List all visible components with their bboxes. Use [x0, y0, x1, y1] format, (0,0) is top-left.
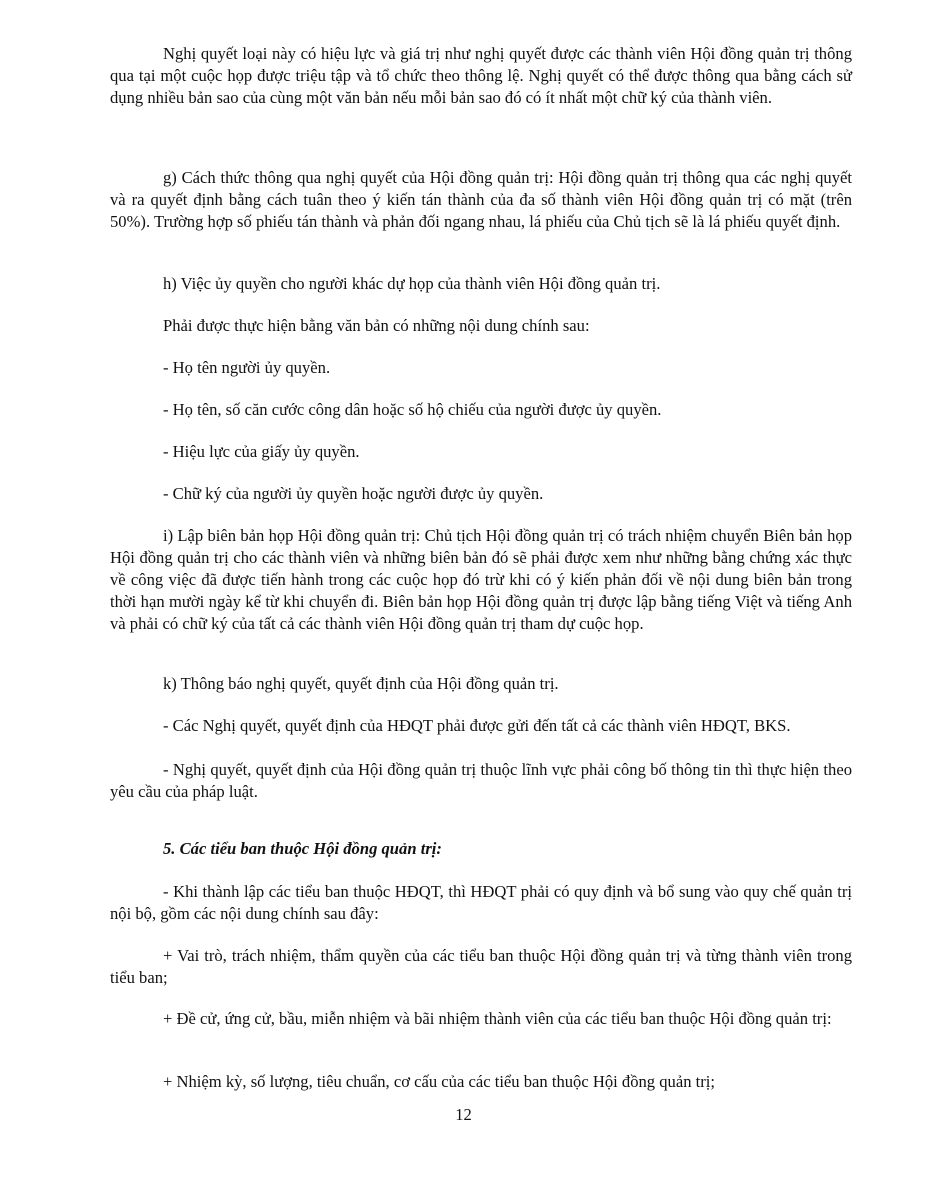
paragraph-h-proxy: h) Việc ủy quyền cho người khác dự họp của thành viên Hội đồng quản trị. [163, 274, 661, 293]
list-item-roles-responsibilities: + Vai trò, trách nhiệm, thẩm quyền của các tiểu ban thuộc Hội đồng quản trị và từng thành viên trong tiểu ban; [110, 946, 852, 987]
list-item-proxy-holder-id: - Họ tên, số căn cước công dân hoặc số hộ chiếu của người được ủy quyền. [163, 400, 662, 419]
list-item-resolutions-sent: - Các Nghị quyết, quyết định của HĐQT phải được gửi đến tất cả các thành viên HĐQT, BKS. [163, 716, 791, 735]
list-item-nomination-election: + Đề cử, ứng cử, bầu, miễn nhiệm và bãi nhiệm thành viên của các tiểu ban thuộc Hội đồng quản trị: [163, 1009, 832, 1028]
paragraph-resolution-validity: Nghị quyết loại này có hiệu lực và giá trị như nghị quyết được các thành viên Hội đồng quản trị thông qua tại một cuộc họp được triệu tập và tổ chức theo thông lệ. Nghị quyết có thể được thông qua bằng cách sử dụng nhiều bản sao của cùng một văn bản nếu mỗi bản sao đó có ít nhất một chữ ký của thành viên. [110, 44, 852, 107]
section-heading-subcommittees: 5. Các tiểu ban thuộc Hội đồng quản trị: [163, 839, 442, 858]
list-item-proxy-signature: - Chữ ký của người ủy quyền hoặc người được ủy quyền. [163, 484, 544, 503]
list-item-proxy-grantor-name: - Họ tên người ủy quyền. [163, 358, 331, 377]
paragraph-k-notification: k) Thông báo nghị quyết, quyết định của Hội đồng quản trị. [163, 674, 559, 693]
list-item-term-structure: + Nhiệm kỳ, số lượng, tiêu chuẩn, cơ cấu của các tiểu ban thuộc Hội đồng quản trị; [163, 1072, 716, 1091]
list-item-disclosure: - Nghị quyết, quyết định của Hội đồng quản trị thuộc lĩnh vực phải công bố thông tin thì thực hiện theo yêu cầu của pháp luật. [110, 760, 852, 801]
paragraph-proxy-content-intro: Phải được thực hiện bằng văn bản có những nội dung chính sau: [163, 316, 590, 335]
page-number: 12 [455, 1105, 472, 1124]
paragraph-i-minutes: i) Lập biên bản họp Hội đồng quản trị: Chủ tịch Hội đồng quản trị có trách nhiệm chuyển Biên bản họp Hội đồng quản trị cho các thành viên và những biên bản đó sẽ phải được xem như những bằng chứng xác thực về công việc đã được tiến hành trong các cuộc họp đó trừ khi có ý kiến phản đối về nội dung biên bản trong thời hạn mười ngày kể từ khi chuyển đi. Biên bản họp Hội đồng quản trị được lập bằng tiếng Việt và tiếng Anh và phải có chữ ký của tất cả các thành viên Hội đồng quản trị tham dự cuộc họp. [110, 526, 852, 633]
list-item-proxy-validity: - Hiệu lực của giấy ủy quyền. [163, 442, 360, 461]
paragraph-g-voting: g) Cách thức thông qua nghị quyết của Hội đồng quản trị: Hội đồng quản trị thông qua các nghị quyết và ra quyết định bằng cách tuân theo ý kiến tán thành của đa số thành viên Hội đồng quản trị có mặt (trên 50%). Trường hợp số phiếu tán thành và phản đối ngang nhau, lá phiếu của Chủ tịch sẽ là lá phiếu quyết định. [110, 168, 852, 231]
paragraph-subcommittee-establishment: - Khi thành lập các tiểu ban thuộc HĐQT, thì HĐQT phải có quy định và bổ sung vào quy chế quản trị nội bộ, gồm các nội dung chính sau đây: [110, 882, 852, 923]
